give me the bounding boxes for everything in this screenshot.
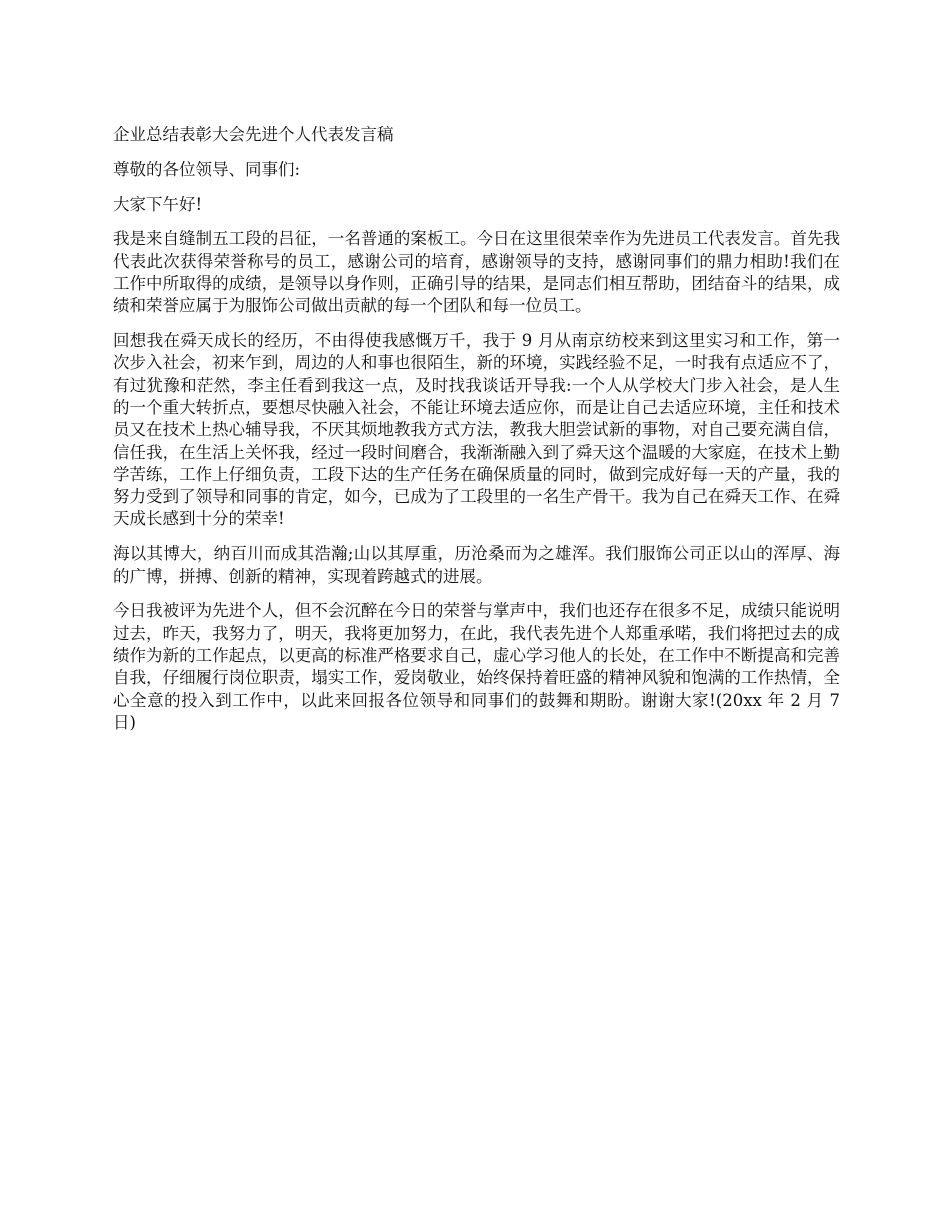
salutation: 尊敬的各位领导、同事们: (113, 159, 301, 179)
paragraph-closing: 今日我被评为先进个人，但不会沉醉在今日的荣誉与掌声中，我们也还存在很多不足，成绩只能说明过去，昨天，我努力了，明天，我将更加努力，在此，我代表先进个人郑重承喏，我们将把过去的成绩作为新的工作起点，以更高的标准严格要求自己，虚心学习他人的长处，在工作中不断提高和完善自我，仔细履行岗位职责，塌实工作，爱岗敬业，始终保持着旺盛的精神风貌和饱满的工作热情，全心全意的投入到工作中，以此来回报各位领导和同事们的鼓舞和期盼。谢谢大家!(20xx 年 2 月 7 日) (113, 601, 840, 732)
document-body (113, 124, 840, 747)
greeting: 大家下午好! (113, 194, 203, 214)
paragraph-experience: 回想我在舜天成长的经历，不由得使我感慨万千，我于 9 月从南京纺校来到这里实习和工作，第一次步入社会，初来乍到，周边的人和事也很陌生，新的环境，实践经验不足，一时我有点适应不了，有过犹豫和茫然，李主任看到我这一点，及时找我谈话开导我:一个人从学校大门步入社会，是人生的一个重大转折点，要想尽快融入社会，不能让环境去适应你，而是让自己去适应环境，主任和技术员又在技术上热心辅导我，不厌其烦地教我方式方法，教我大胆尝试新的事物，对自己要充满自信，信任我，在生活上关怀我，经过一段时间磨合，我渐渐融入到了舜天这个温暖的大家庭，在技术上勤学苦练，工作上仔细负责，工段下达的生产任务在确保质量的同时，做到完成好每一天的产量，我的努力受到了领导和同事的肯定，如今，已成为了工段里的一名生产骨干。我为自己在舜天工作、在舜天成长感到十分的荣幸! (113, 331, 840, 529)
paragraph-introduction: 我是来自缝制五工段的吕征，一名普通的案板工。今日在这里很荣幸作为先进员工代表发言。首先我代表此次获得荣誉称号的员工，感谢公司的培育，感谢领导的支持，感谢同事们的鼎力相助!我们在工作中所取得的成绩，是领导以身作则，正确引导的结果，是同志们相互帮助，团结奋斗的结果，成绩和荣誉应属于为服饰公司做出贡献的每一个团队和每一位员工。 (113, 229, 840, 316)
document-title: 企业总结表彰大会先进个人代表发言稿 (113, 125, 394, 144)
paragraph-company: 海以其博大，纳百川而成其浩瀚;山以其厚重，历沧桑而为之雄浑。我们服饰公司正以山的浑厚、海的广博，拼搏、创新的精神，实现着跨越式的进展。 (113, 544, 840, 586)
